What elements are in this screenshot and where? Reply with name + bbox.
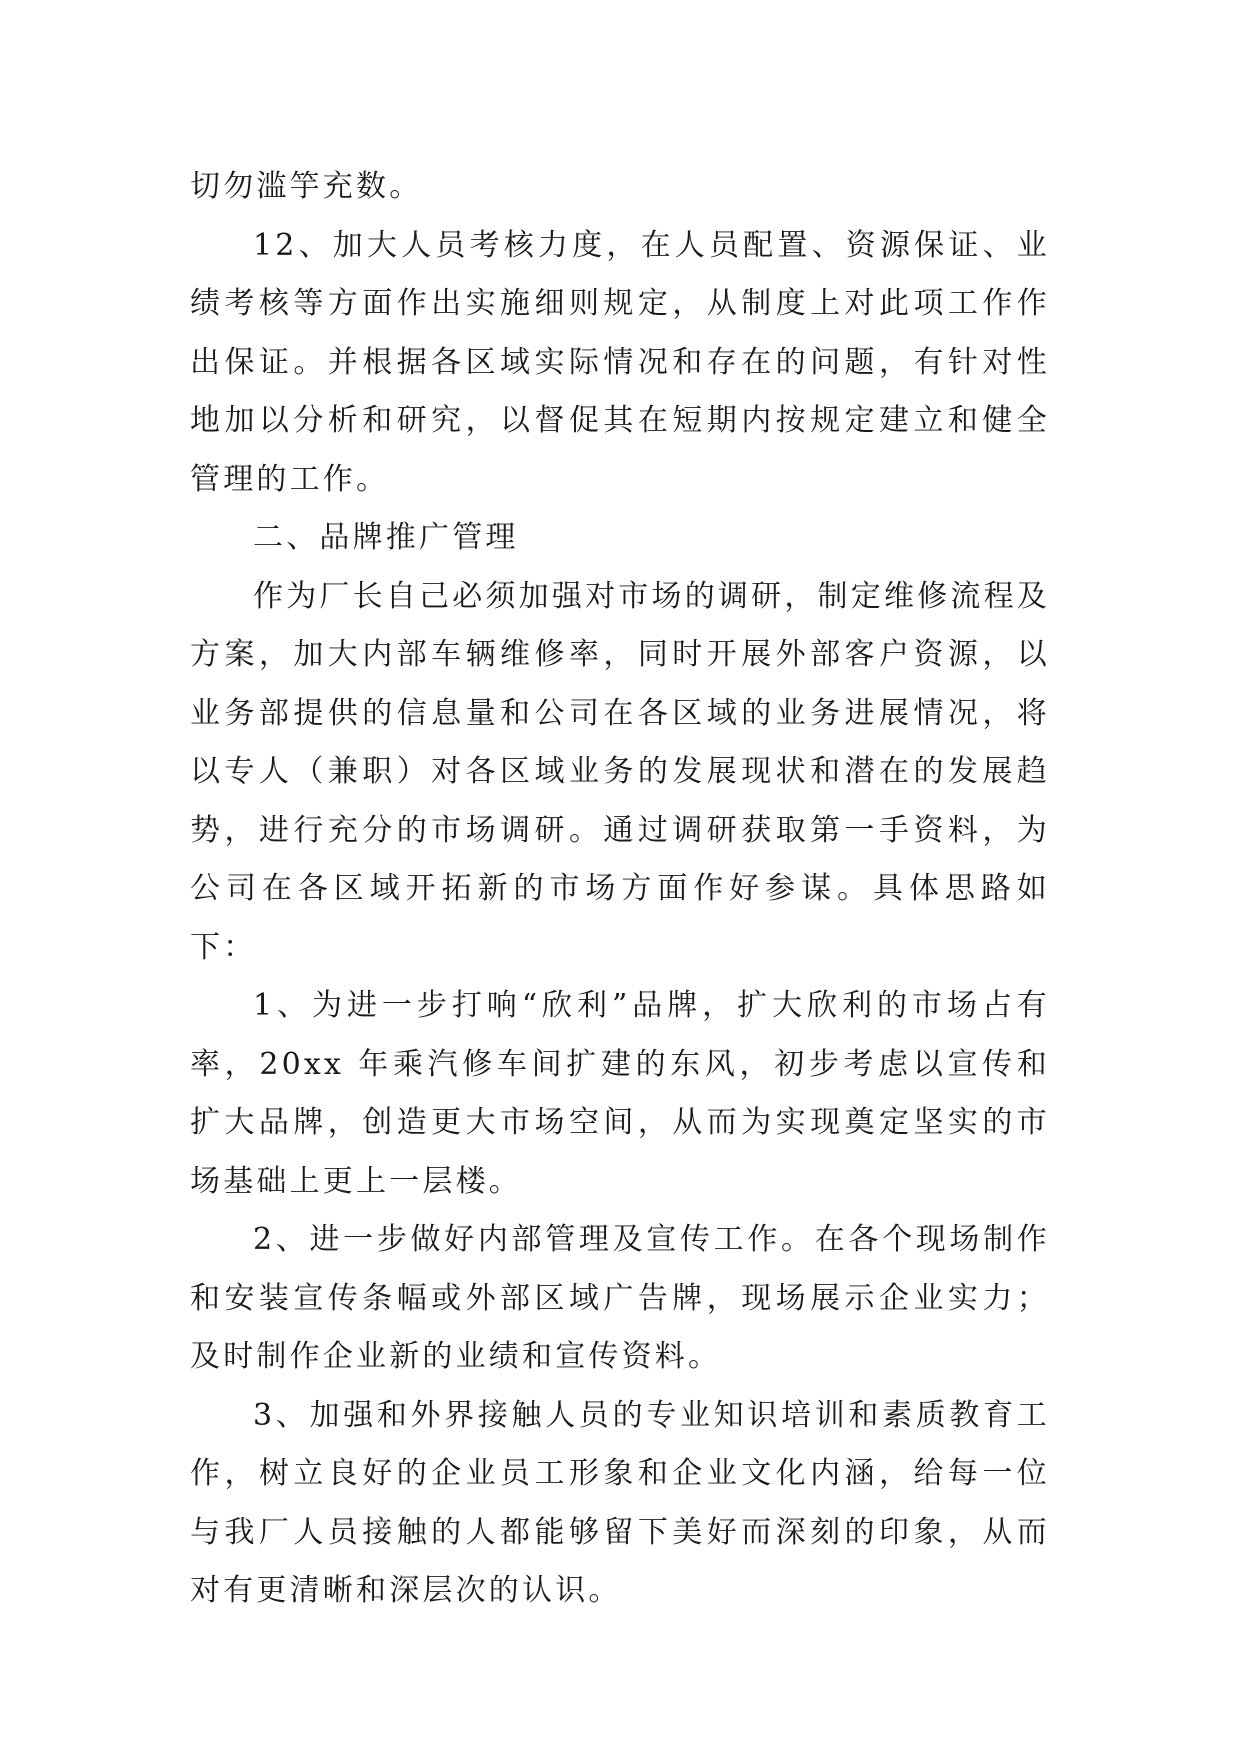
paragraph-item-2: 2、进一步做好内部管理及宣传工作。在各个现场制作和安装宣传条幅或外部区域广告牌，现场展示企业实力；及时制作企业新的业绩和宣传资料。 xyxy=(190,1222,1050,1374)
paragraph-item-3: 3、加强和外界接触人员的专业知识培训和素质教育工作，树立良好的企业员工形象和企业文化内涵，给每一位与我厂人员接触的人都能够留下美好而深刻的印象，从而对有更清晰和深层次的认识。 xyxy=(190,1397,1050,1608)
document-page xyxy=(190,158,1050,1621)
paragraph-continuation: 切勿滥竽充数。 xyxy=(190,169,423,204)
section-heading-brand-promotion: 二、品牌推广管理 xyxy=(253,520,519,555)
paragraph-item-1: 1、为进一步打响“欣利”品牌，扩大欣利的市场占有率，20xx 年乘汽修车间扩建的东风，初步考虑以宣传和扩大品牌，创造更大市场空间，从而为实现奠定坚实的市场基础上更上一层楼。 xyxy=(190,988,1050,1199)
paragraph-item-12: 12、加大人员考核力度，在人员配置、资源保证、业绩考核等方面作出实施细则规定，从制度上对此项工作作出保证。并根据各区域实际情况和存在的问题，有针对性地加以分析和研究，以督促其在短期内按规定建立和健全管理的工作。 xyxy=(190,227,1050,497)
paragraph-brand-intro: 作为厂长自己必须加强对市场的调研，制定维修流程及方案，加大内部车辆维修率，同时开展外部客户资源，以业务部提供的信息量和公司在各区域的业务进展情况，将以专人（兼职）对各区域业务的发展现状和潜在的发展趋势，进行充分的市场调研。通过调研获取第一手资料，为公司在各区域开拓新的市场方面作好参谋。具体思路如下： xyxy=(190,578,1050,965)
